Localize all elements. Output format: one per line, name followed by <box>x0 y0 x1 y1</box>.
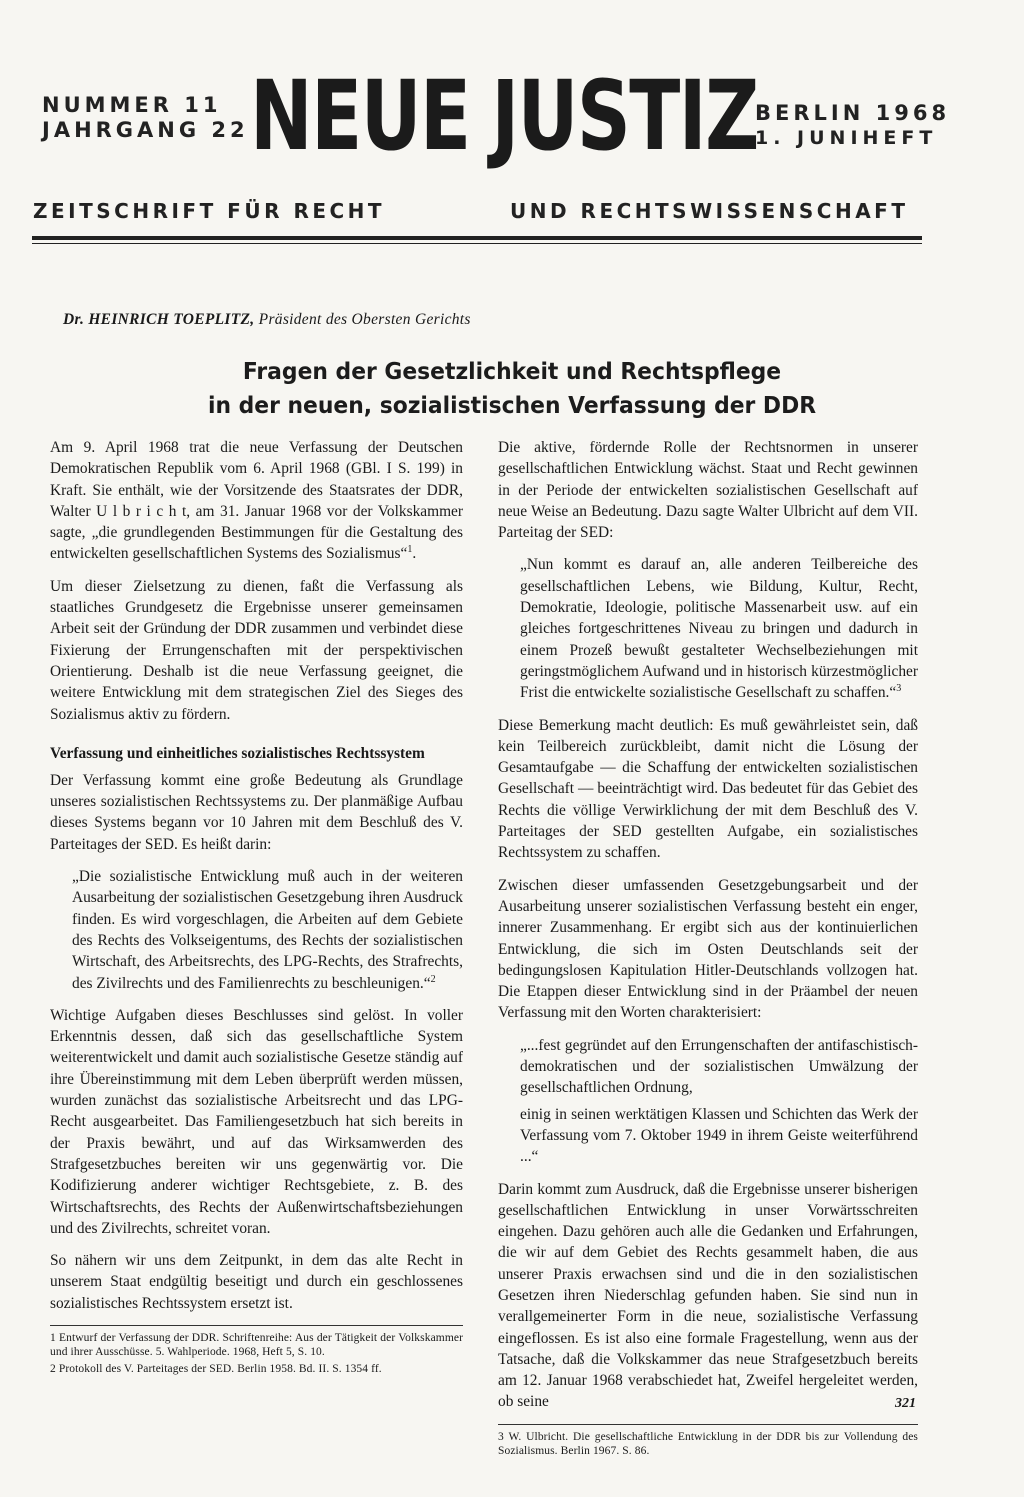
masthead-rule-thick <box>32 236 922 240</box>
logo-word-neue: NEUE <box>250 60 470 172</box>
author-line <box>63 311 471 329</box>
issue-number: NUMMER 11 <box>42 93 222 117</box>
left-column <box>50 437 463 1376</box>
paragraph: Darin kommt zum Ausdruck, daß die Ergebnisse unserer bisherigen gesellschaftlichen Entwicklung in unser Vorwärtsschreiten eingehen. Dazu gehören auch alle die Gedanken und Erfahrungen, die wir auf dem Gebiet des Rechts gesammelt haben, die aus unserer Praxis erwachsen sind und die in den sozialistischen Gesetzen ihren Niederschlag gefunden haben. Sie sind nun in verallgemeinerter Form in die neue, sozialistische Verfassung eingeflossen. Es ist also eine formale Fragestellung, wenn aus der Tatsache, daß die Volkskammer das neue Strafgesetzbuch bereits am 12. Januar 1968 verabschiedet hat, Zweifel hergeleitet werden, ob seine <box>498 1180 918 1411</box>
volume-number: JAHRGANG 22 <box>42 118 249 142</box>
author-role: Präsident des Obersten Gerichts <box>258 311 471 328</box>
footnote: 1 Entwurf der Verfassung der DDR. Schriftenreihe: Aus der Tätigkeit der Volkskammer und ihrer Ausschüsse. 5. Wahlperiode. 1968, Heft 5, S. 10. <box>50 1331 463 1358</box>
footnote: 2 Protokoll des V. Parteitages der SED. Berlin 1958. Bd. II. S. 1354 ff. <box>50 1362 382 1375</box>
paragraph: Die aktive, fördernde Rolle der Rechtsnormen in unserer gesellschaftlichen Entwicklung wächst. Staat und Recht gewinnen in der Periode der entwickelten sozialistischen Gesellschaft auf neue Weise an Bedeutung. Dazu sagte Walter Ulbricht auf dem VII. Parteitag der SED: <box>498 439 918 542</box>
headline-line-1: Fragen der Gesetzlichkeit und Rechtspflege <box>242 357 782 385</box>
subtitle-right: UND RECHTSWISSENSCHAFT <box>510 199 909 223</box>
footnote-ref: 1 <box>407 544 413 556</box>
footnote-ref: 2 <box>430 973 436 985</box>
right-column <box>498 437 918 1458</box>
paragraph: Diese Bemerkung macht deutlich: Es muß gewährleistet sein, daß kein Teilbereich zurückbleibt, damit nicht die Lösung der Gesamtaufgabe — die Schaffung der entwickelten sozialistischen Gesellschaft — beeinträchtigt wird. Das bedeutet für das Gebiet des Rechts die völlige Verwirklichung der mit dem Beschluß des V. Parteitages der SED gestellten Aufgabe, ein sozialistisches Rechtssystem zu schaffen. <box>498 716 918 862</box>
edition-label: 1. JUNIHEFT <box>755 127 938 149</box>
block-quote: einig in seinen werktätigen Klassen und Schichten das Werk der Verfassung vom 7. Oktober 1949 in ihrem Geiste weiterführend ...“ <box>520 1105 918 1166</box>
block-quote <box>520 554 918 703</box>
paragraph: So nähern wir uns dem Zeitpunkt, in dem das alte Recht in unserem Staat endgültig beseitigt und durch ein geschlossenes sozialistisches Rechtssystem ersetzt ist. <box>50 1252 463 1312</box>
quote-text: „Die sozialistische Entwicklung muß auch in der weiteren Ausarbeitung der sozialistischen Gesetzgebung ihren Ausdruck finden. Es wird vorgeschlagen, die Arbeiten auf dem Gebiete des Rechts des Volkseigentums, des Rechts der sozialistischen Wirtschaft, des Arbeitsrechts, des LPG-Rechts, des Strafrechts, des Zivilrechts und des Familienrechts zu beschleunigen.“ <box>72 868 463 992</box>
issue-info <box>42 93 249 143</box>
place-year: BERLIN 1968 <box>755 101 951 125</box>
paragraph: Zwischen dieser umfassenden Gesetzgebungsarbeit und der Ausarbeitung unserer sozialistischen Verfassung besteht ein enger, innerer Zusammenhang. Er ergibt sich aus der kontinuierlichen Entwicklung, die sich im Osten Deutschlands seit der bedingungslosen Kapitulation Hitler-Deutschlands vollzogen hat. Die Etappen dieser Entwicklung sind in der Präambel der neuen Verfassung mit den Worten charakterisiert: <box>498 876 918 1022</box>
block-quote: „...fest gegründet auf den Errungenschaften der antifaschistisch-demokratischen und der sozialistischen Umwälzung der gesellschaftlichen Ordnung, <box>520 1036 918 1097</box>
paragraph: Wichtige Aufgaben dieses Beschlusses sind gelöst. In voller Erkenntnis dessen, daß sich das gesellschaftliche System weiterentwickelt und damit auch sozialistische Gesetze ständig auf ihre Übereinstimmung mit dem Leben überprüft werden müssen, wurden zunächst das sozialistische Arbeitsrecht und das LPG-Recht ausgearbeitet. Das Familiengesetzbuch hat sich bereits in der Praxis bewährt, und auf das Wirksamwerden des Strafgesetzbuches bereiten wir uns gegenwärtig vor. Die Kodifizierung anderer wichtiger Rechtsgebiete, z. B. des Wirtschaftsrechts, des Rechts der Außenwirtschaftsbeziehungen und des Zivilrechts, schreitet voran. <box>50 1006 463 1237</box>
paragraph-end: . <box>412 545 417 563</box>
headline-line-2: in der neuen, sozialistischen Verfassung der DDR <box>207 391 817 419</box>
quote-text: „Nun kommt es darauf an, alle anderen Teilbereiche des gesellschaftlichen Lebens, wie Bildung, Kultur, Recht, Demokratie, Ideologie, politische Massenarbeit usw. auf ein gleiches fortgeschrittenes Niveau zu bringen und dadurch in einem Prozeß bewußt gestalteter Wechselbeziehungen mit geringstmöglichem Aufwand und in historisch kürzestmöglicher Frist die entwickelte sozialistische Gesellschaft zu schaffen.“ <box>520 556 918 702</box>
edition-info <box>755 101 950 151</box>
subtitle-left: ZEITSCHRIFT FÜR RECHT <box>33 199 386 223</box>
paragraph: Um dieser Zielsetzung zu dienen, faßt die Verfassung als staatliches Grundgesetz die Ergebnisse unserer gemeinsamen Arbeit seit der Gründung der DDR zusammen und verbindet diese Fixierung der Errungenschaften mit der perspektivischen Orientierung. Deshalb ist die neue Verfassung geeignet, die weitere Entwicklung mit dem strategischen Ziel des Sieges des Sozialismus aktiv zu fördern. <box>50 577 463 723</box>
page-number: 321 <box>895 1396 916 1411</box>
author-name: Dr. HEINRICH TOEPLITZ, <box>63 311 255 328</box>
paragraph <box>50 437 463 565</box>
paragraph-text: Am 9. April 1968 trat die neue Verfassung der Deutschen Demokratischen Republik vom 6. April 1968 (GBl. I S. 199) in Kraft. Sie enthält, wie der Vorsitzende des Staatsrates der DDR, Walter U l b r i c h t, am 31. Januar 1968 vor der Volkskammer sagte, „die grundlegenden Bestimmungen für die Gestaltung des entwickelten gesellschaftlichen Systems des Sozialismus“ <box>50 439 463 563</box>
footnotes-left <box>50 1325 463 1376</box>
section-heading: Verfassung und einheitliches sozialistisches Rechtssystem <box>50 744 425 762</box>
footnotes-right <box>498 1424 918 1458</box>
logo-word-justiz: JUSTIZ <box>491 60 758 172</box>
block-quote <box>72 866 463 994</box>
paragraph: Der Verfassung kommt eine große Bedeutung als Grundlage unseres sozialistischen Rechtssystems zu. Der planmäßige Aufbau dieses Systems begann vor 10 Jahren mit dem Beschluß des V. Parteitages der SED. Es heißt darin: <box>50 771 463 853</box>
footnote-ref: 3 <box>896 683 902 695</box>
article-headline <box>0 354 1024 422</box>
journal-logo <box>250 60 758 218</box>
masthead-rule-thin <box>32 243 922 244</box>
footnote: 3 W. Ulbricht. Die gesellschaftliche Entwicklung in der DDR bis zur Vollendung des Sozialismus. Berlin 1967. S. 86. <box>498 1430 918 1457</box>
